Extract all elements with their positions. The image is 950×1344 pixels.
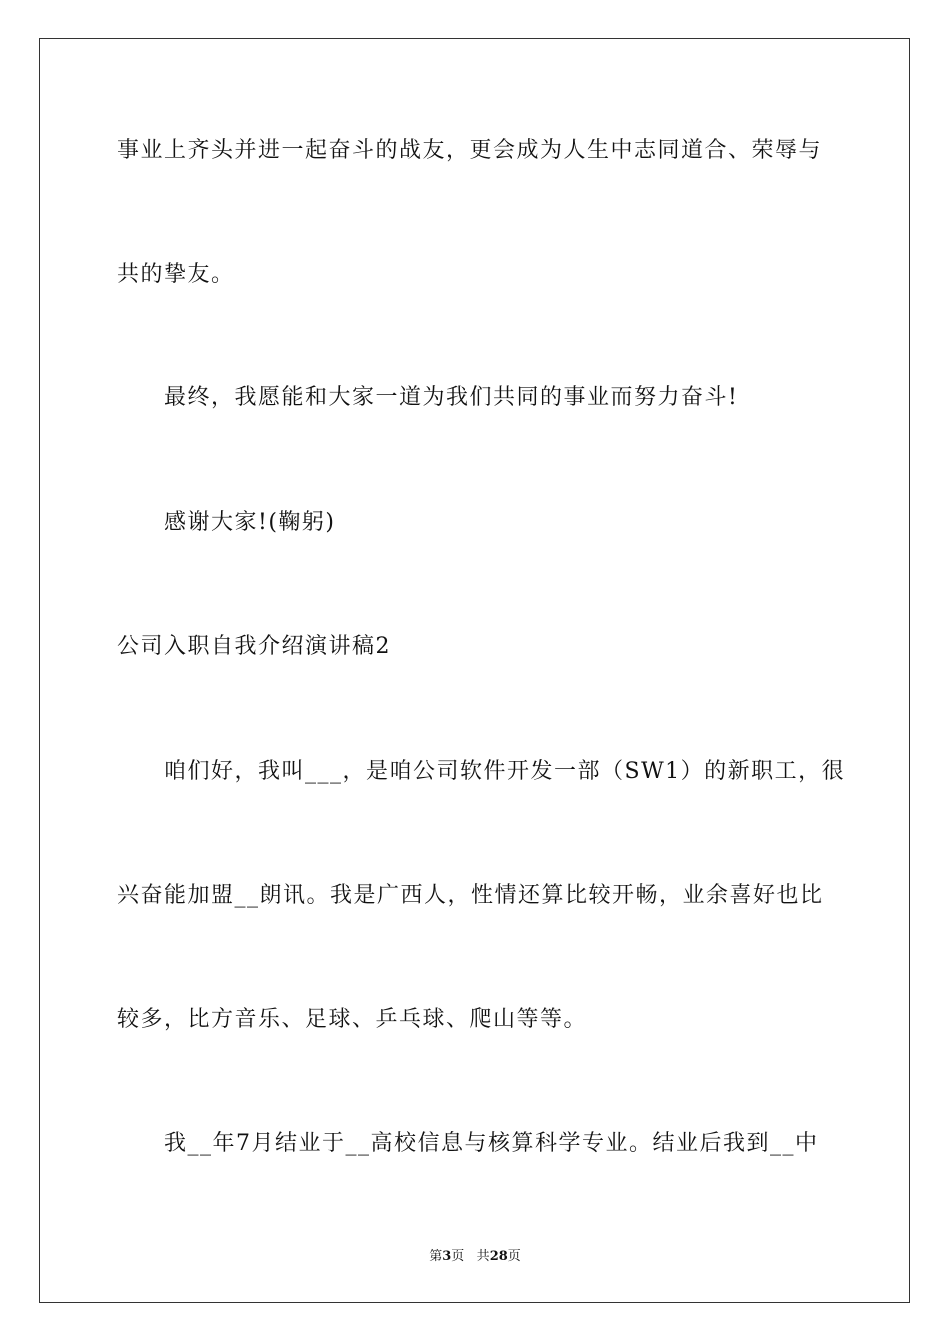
body-line-4: 感谢大家!(鞠躬)	[164, 510, 336, 535]
footer-page-suffix: 页	[451, 1249, 465, 1264]
footer-total-prefix: 共	[476, 1249, 490, 1264]
body-line-6: 咱们好，我叫___，是咱公司软件开发一部（SW1）的新职工，很	[164, 759, 846, 784]
footer-total-pages: 28	[489, 1249, 508, 1264]
body-line-8: 较多，比方音乐、足球、乒乓球、爬山等等。	[117, 1007, 588, 1032]
footer-prefix: 第	[429, 1249, 443, 1264]
body-line-9: 我__年7月结业于__高校信息与核算科学专业。结业后我到__中	[164, 1131, 819, 1156]
page-footer	[0, 1249, 950, 1265]
section-heading: 公司入职自我介绍演讲稿2	[117, 634, 391, 659]
footer-total-suffix: 页	[507, 1249, 521, 1264]
page-frame	[39, 38, 910, 1303]
body-line-7: 兴奋能加盟__朗讯。我是广西人，性情还算比较开畅，业余喜好也比	[117, 883, 824, 908]
body-line-3: 最终，我愿能和大家一道为我们共同的事业而努力奋斗!	[164, 385, 739, 410]
body-line-2: 共的挚友。	[117, 262, 235, 287]
footer-page-number: 3	[442, 1249, 452, 1264]
body-line-1: 事业上齐头并进一起奋斗的战友，更会成为人生中志同道合、荣辱与	[117, 138, 823, 163]
